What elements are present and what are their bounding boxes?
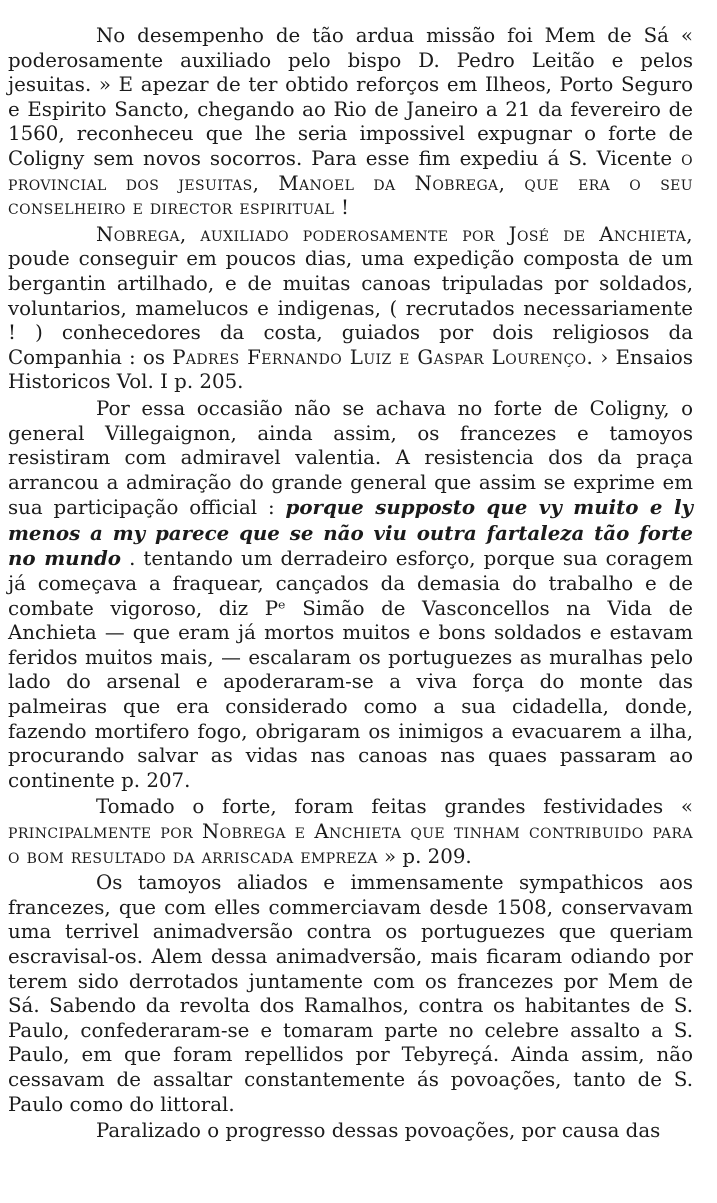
text-run: Nobrega, auxiliado poderosamente por José de Anchieta, [96, 222, 693, 246]
paragraph [8, 397, 693, 794]
text-run: Vida de Anchieta [8, 596, 693, 645]
text-run: No desempenho de tão ardua missão foi Mem de Sá « poderosamente auxiliado pelo bispo D. Pedro Leitão e pelos jesuitas. » E apezar de ter obtido reforços em Ilheos, Porto Seguro e Espirito Sancto, chegando ao Rio de Janeiro a 21 da fevereiro de 1560, reconheceu que lhe seria impossivel expugnar o forte de Coligny sem novos socorros. Para esse fim expediu á S. Vicente [8, 24, 693, 170]
text-run: . tentando um derradeiro esforço, porque sua coragem já começava a fraquear, cançados da demasia do trabalho e de combate vigoroso, diz Pᵉ Simão de Vasconcellos na [8, 547, 693, 620]
page-text [8, 24, 693, 1144]
paragraph [8, 871, 693, 1117]
text-run: Tomado o forte, foram feitas grandes festividades « [96, 795, 693, 819]
paragraph [8, 1119, 693, 1144]
text-run: » p. 209. [377, 844, 472, 868]
text-run: principalmente por Nobrega e Anchieta que tinham contribuido para o bom resultado da arriscada empreza [8, 820, 693, 868]
paragraph [8, 223, 693, 395]
text-run: Os tamoyos aliados e immensamente sympathicos aos francezes, que com elles commerciavam desde 1508, conservavam uma terrivel animadversão contra os portuguezes que queriam escravisal-os. Alem dessa animadversão, mais ficaram odiando por terem sido derrotados juntamente com os francezes por Mem de Sá. Sabendo da revolta dos Ramalhos, contra os habitantes de S. Paulo, confederaram-se e tomaram parte no celebre assalto a S. Paulo, em que foram repellidos por Tebyreçá. Ainda assim, não cessavam de assaltar constantemente ás povoações, tanto de S. Paulo como do littoral. [8, 871, 693, 1116]
text-run: poude conseguir em poucos dias, uma expedição composta de um bergantin artilhado, e de muitas canoas tripuladas por soldados, voluntarios, mamelucos e indigenas, ( recrutados necessariamente ! ) conhecedores da costa, guiados por dois religiosos da Companhia : os [8, 247, 693, 369]
text-run: — que eram já mortos muitos e bons soldados e estavam feridos muitos mais, — escalaram os portuguezes as muralhas pelo lado do arsenal e apoderaram-se a viva força do monte das palmeiras que era considerado como a sua cidadella, donde, fazendo mortifero fogo, obrigaram os inimigos a evacuarem a ilha, procurando salvar as vidas nas canoas nas quaes passaram ao continente p. 207. [8, 621, 693, 792]
text-run: › [593, 345, 616, 369]
paragraph [8, 24, 693, 221]
text-run: Por essa occasião não se achava no forte de Coligny, o general Villegaignon, ainda assim, os francezes e tamoyos resistiram com admiravel valentia. A resistencia dos da praça arrancou a admiração do grande general que assim se exprime em sua participação official : [8, 396, 693, 520]
text-run: Ensaios Historicos [8, 345, 693, 394]
text-run: o provincial dos jesuitas, Manoel da Nobrega, que era o seu conselheiro e director espiritual ! [8, 146, 693, 220]
text-run: Vol. I p. 205. [110, 370, 244, 394]
paragraph [8, 795, 693, 869]
text-run: Paralizado o progresso dessas povoações, por causa das [96, 1119, 661, 1143]
text-run: Padres Fernando Luiz e Gaspar Lourenço. [172, 345, 594, 369]
text-run: porque supposto que vy muito e ly menos a my parece que se não viu outra fartaleza tão forte no mundo [8, 495, 693, 571]
